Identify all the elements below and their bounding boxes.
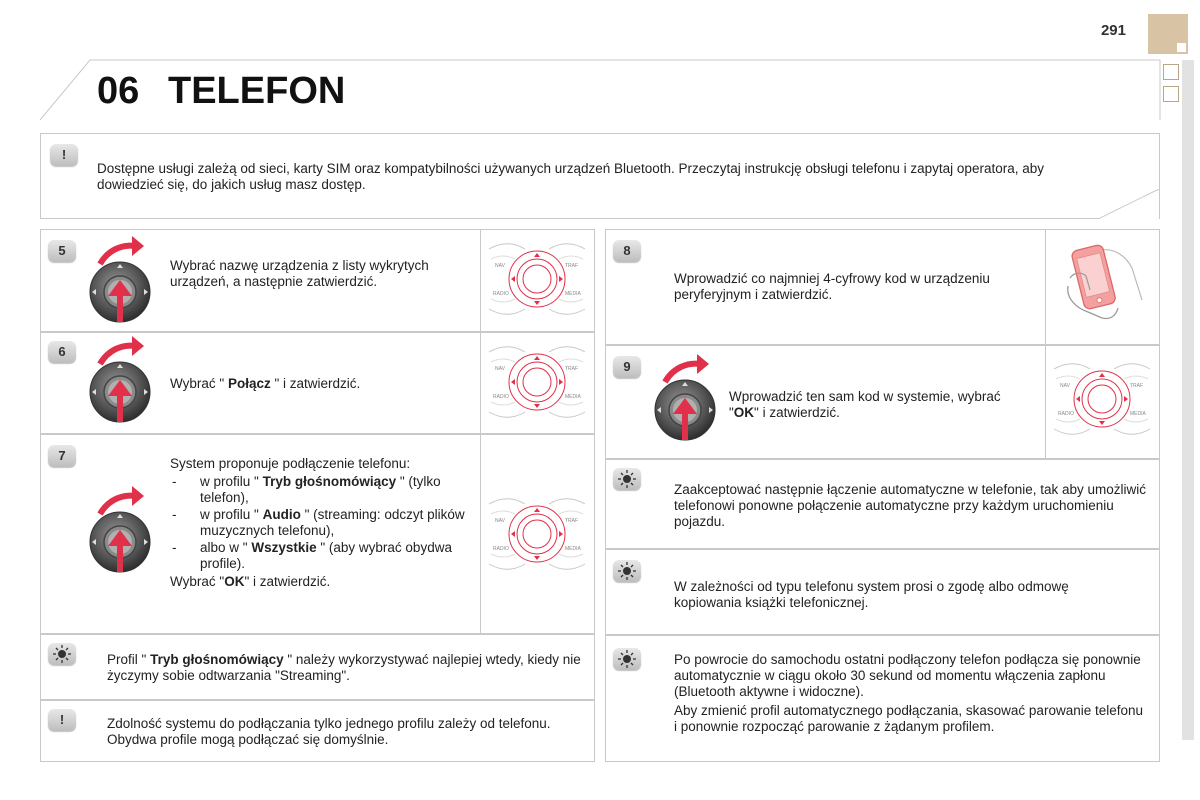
svg-text:TRAF: TRAF [1130,383,1144,389]
tip-text: Zaakceptować następnie łączenie automatyczne w telefonie, tak aby umożliwić telefonowi ponowne połączenie automatyczne przy każdym uruchomieniu pojazdu. [674,482,1146,529]
controller-diagram-icon [485,340,589,424]
side-strip [1182,60,1194,740]
tip-text: W zależności od typu telefonu system prosi o zgodę albo odmowę kopiowania książki telefonicznej. [674,579,1069,610]
step-6-text: Wybrać " Połącz " i zatwierdzić. [170,376,361,391]
svg-text:RADIO: RADIO [493,394,509,400]
lightbulb-glyph [613,560,641,582]
step-9-text: Wprowadzić ten sam kod w systemie, wybrać "OK" i zatwierdzić. [729,389,1001,420]
step-8-text: Wprowadzić co najmniej 4-cyfrowy kod w urządzeniu peryferyjnym i zatwierdzić. [674,271,990,302]
lightbulb-icon [613,468,641,490]
step-badge: 8 [613,240,641,262]
rotary-knob-icon [651,352,723,448]
rotary-knob-icon [86,484,158,580]
page-title: TELEFON [168,70,346,112]
lightbulb-icon [613,648,641,670]
exclamation-icon: ! [48,709,76,731]
rotary-knob-icon [86,234,158,330]
warning-text: Zdolność systemu do podłączania tylko jednego profilu zależy od telefonu. Obydwa profile mogą podłączać się domyślnie. [107,716,551,747]
page-number: 291 [1100,22,1126,39]
tip-text: Po powrocie do samochodu ostatni podłączony telefon podłącza się ponownie automatycznie w ciągu około 30 sekund od momentu włączenia zapłonu (Bluetooth aktywne i widoczne). Aby zmienić profil automatycznego podłączania, skasować parowanie telefonu i ponownie rozpocząć parowanie z żądanym profilem. [674,652,1144,734]
svg-text:NAV: NAV [495,263,505,269]
svg-text:NAV: NAV [1060,383,1070,389]
warning-text: Dostępne usługi zależą od sieci, karty SIM oraz kompatybilności używanych urządzeń Bluetooth. Przeczytaj instrukcję obsługi telefonu i zapytaj operatora, aby dowiedzieć się, do jakich usług masz dostęp. [97,161,1044,192]
svg-text:MEDIA: MEDIA [565,291,581,297]
smartphone-icon [1058,238,1148,328]
svg-text:MEDIA: MEDIA [1130,411,1146,417]
svg-text:TRAF: TRAF [565,366,579,372]
exclamation-icon: ! [50,144,78,166]
controller-diagram-icon [485,492,589,576]
lightbulb-glyph [48,643,76,665]
svg-text:NAV: NAV [495,518,505,524]
step-badge: 6 [48,341,76,363]
tip-text: Profil " Tryb głośnomówiący " należy wykorzystywać najlepiej wtedy, kiedy nie życzymy sobie odtwarzania "Streaming". [107,652,581,683]
svg-text:MEDIA: MEDIA [565,394,581,400]
lightbulb-glyph [613,648,641,670]
lightbulb-icon [48,643,76,665]
step-7-text: System proponuje podłączenie telefonu: - w profilu " Tryb głośnomówiący " (tylko telefon), - w profilu " Audio " (streaming: odczyt plików muzycznych telefonu), - albo w " Wszystkie " (aby wybrać obydwa profile). Wybrać "OK" i zatwierdzić. [170,456,475,590]
svg-text:TRAF: TRAF [565,263,579,269]
controller-diagram-icon [485,237,589,321]
svg-text:RADIO: RADIO [493,291,509,297]
svg-text:NAV: NAV [495,366,505,372]
svg-text:RADIO: RADIO [1058,411,1074,417]
lightbulb-glyph [613,468,641,490]
rotary-knob-icon [86,334,158,430]
step-badge: 5 [48,240,76,262]
svg-text:MEDIA: MEDIA [565,546,581,552]
step-badge: 7 [48,445,76,467]
lightbulb-icon [613,560,641,582]
svg-text:TRAF: TRAF [565,518,579,524]
step-badge: 9 [613,356,641,378]
chapter-number: 06 [97,70,140,112]
controller-diagram-icon [1050,357,1154,441]
svg-text:RADIO: RADIO [493,546,509,552]
step-5-text: Wybrać nazwę urządzenia z listy wykrytych urządzeń, a następnie zatwierdzić. [170,258,429,289]
